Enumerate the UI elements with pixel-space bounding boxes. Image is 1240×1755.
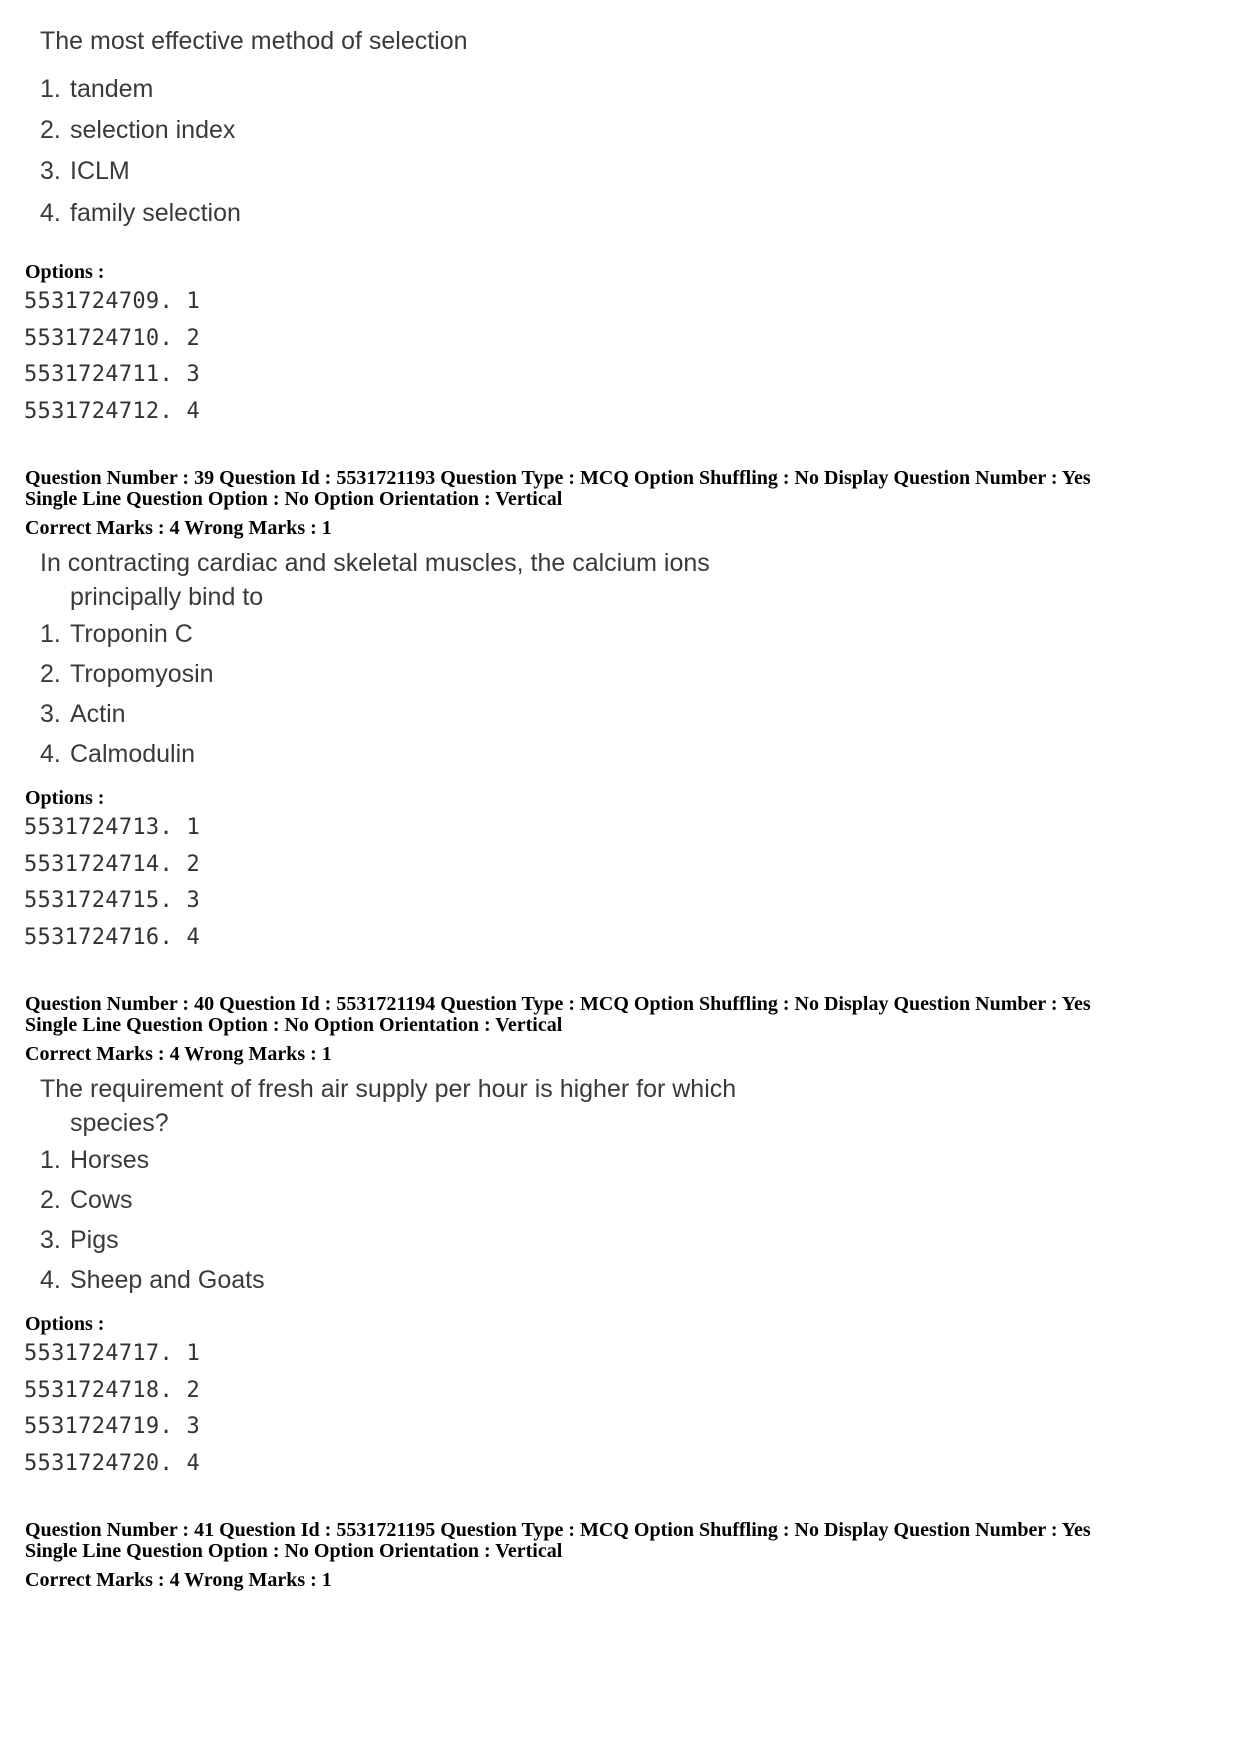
question-40-marks: Correct Marks : 4 Wrong Marks : 1: [25, 1043, 332, 1065]
option-id: 5531724709. 1: [24, 289, 201, 314]
question-40-choice-1: 1. Horses: [40, 1146, 150, 1174]
question-38-text: The most effective method of selection: [40, 27, 468, 55]
question-39-choice-1: 1. Troponin C: [40, 620, 193, 648]
option-id: 5531724714. 2: [24, 852, 201, 877]
question-41-marks: Correct Marks : 4 Wrong Marks : 1: [25, 1569, 332, 1591]
option-id: 5531724713. 1: [24, 815, 201, 840]
options-label: Options :: [25, 261, 105, 283]
question-41-meta-line-2: Single Line Question Option : No Option Orientation : Vertical: [25, 1540, 563, 1562]
question-39-marks: Correct Marks : 4 Wrong Marks : 1: [25, 517, 332, 539]
question-39-meta-line-1: Question Number : 39 Question Id : 5531721193 Question Type : MCQ Option Shuffling : No Display Question Number : Yes: [25, 467, 1091, 489]
options-label: Options :: [25, 787, 105, 809]
option-id: 5531724710. 2: [24, 326, 201, 351]
option-id: 5531724716. 4: [24, 925, 201, 950]
question-38-choice-3: 3. ICLM: [40, 157, 130, 185]
option-id: 5531724720. 4: [24, 1451, 201, 1476]
question-40-meta-line-2: Single Line Question Option : No Option Orientation : Vertical: [25, 1014, 563, 1036]
option-id: 5531724719. 3: [24, 1414, 201, 1439]
question-40-text: The requirement of fresh air supply per hour is higher for which species?: [40, 1075, 737, 1137]
question-39-text: In contracting cardiac and skeletal muscles, the calcium ions principally bind to: [40, 549, 710, 611]
question-38-choice-4: 4. family selection: [40, 199, 241, 227]
question-40-choice-3: 3. Pigs: [40, 1226, 119, 1254]
question-39-meta-line-2: Single Line Question Option : No Option Orientation : Vertical: [25, 488, 563, 510]
option-id: 5531724711. 3: [24, 362, 201, 387]
options-label: Options :: [25, 1313, 105, 1335]
question-40-choice-2: 2. Cows: [40, 1186, 133, 1214]
question-38-choice-1: 1. tandem: [40, 75, 154, 103]
question-41-meta-line-1: Question Number : 41 Question Id : 5531721195 Question Type : MCQ Option Shuffling : No Display Question Number : Yes: [25, 1519, 1091, 1541]
question-40-choice-4: 4. Sheep and Goats: [40, 1266, 265, 1294]
question-39-choice-2: 2. Tropomyosin: [40, 660, 214, 688]
question-39-choice-4: 4. Calmodulin: [40, 740, 196, 768]
option-id: 5531724712. 4: [24, 399, 201, 424]
question-38-choice-2: 2. selection index: [40, 116, 236, 144]
question-40-meta-line-1: Question Number : 40 Question Id : 5531721194 Question Type : MCQ Option Shuffling : No Display Question Number : Yes: [25, 993, 1091, 1015]
option-id: 5531724717. 1: [24, 1341, 201, 1366]
question-39-choice-3: 3. Actin: [40, 700, 126, 728]
option-id: 5531724718. 2: [24, 1378, 201, 1403]
option-id: 5531724715. 3: [24, 888, 201, 913]
